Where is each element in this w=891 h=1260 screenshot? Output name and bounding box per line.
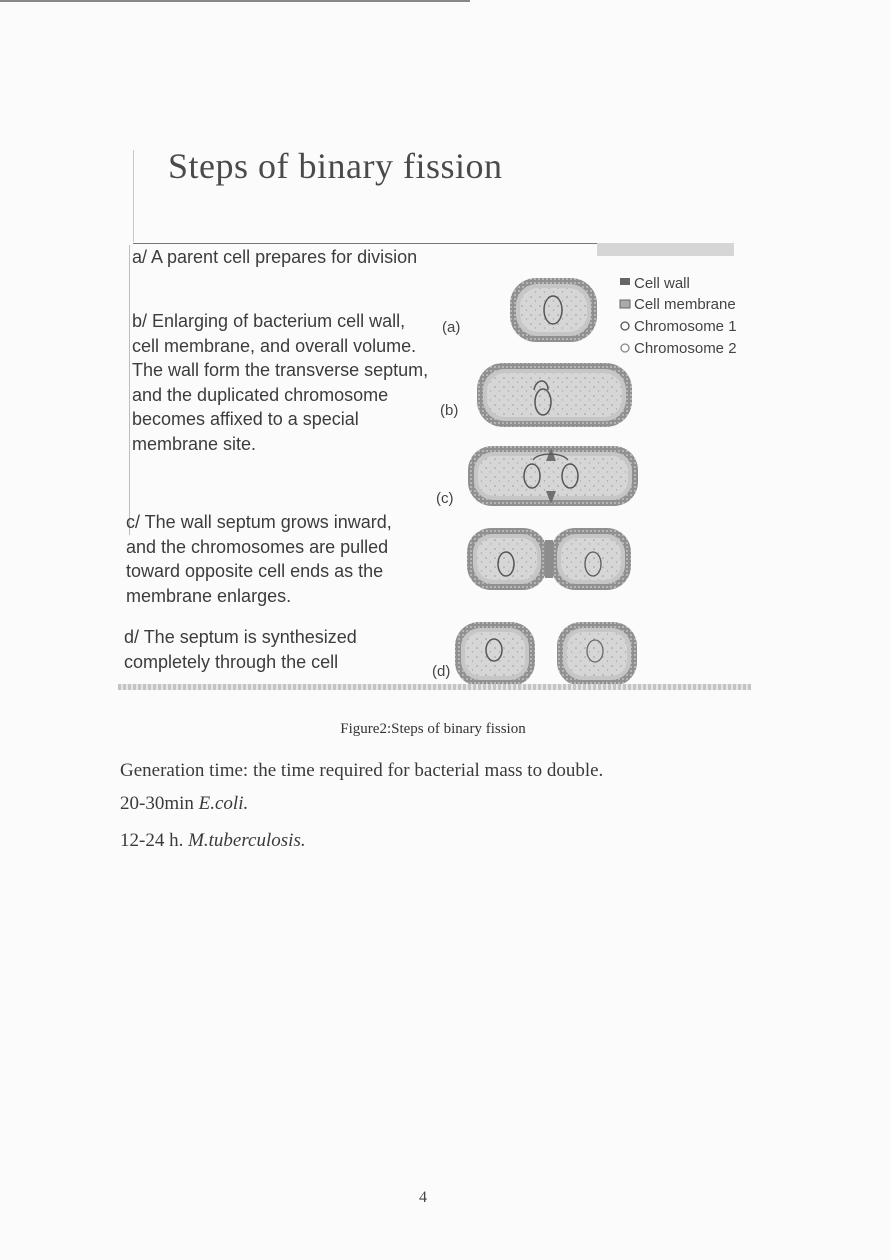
cell-membrane-swatch-icon xyxy=(620,300,630,308)
stage-b-cell xyxy=(477,363,632,427)
chromosome-2-icon xyxy=(621,344,629,352)
cell-wall-swatch-icon xyxy=(620,278,630,285)
tb-time: 12-24 h. xyxy=(120,830,184,851)
ecoli-time: 20-30min xyxy=(120,793,194,814)
top-edge-rule xyxy=(0,0,470,2)
generation-time-line: Generation time: the time required for bacterial mass to double. xyxy=(120,760,604,781)
ecoli-line xyxy=(120,793,248,815)
stage-label-c: (c) xyxy=(436,490,454,507)
ecoli-name: E.coli. xyxy=(198,793,249,814)
legend-chromosome-2: Chromosome 2 xyxy=(634,340,737,357)
slide-header-bar xyxy=(597,243,734,256)
stage-c-cell xyxy=(468,446,638,506)
slide-title: Steps of binary fission xyxy=(168,146,503,186)
legend-cell-wall: Cell wall xyxy=(634,275,690,292)
stage-label-d: (d) xyxy=(432,663,451,680)
chromosome-1-icon xyxy=(621,322,629,330)
legend-cell-membrane: Cell membrane xyxy=(634,296,736,313)
stage-d-cells xyxy=(455,622,637,686)
step-c-text: c/ The wall septum grows inward, and the chromosomes are pulled toward opposite cell ends as the membrane enlarges. xyxy=(126,512,392,606)
binary-fission-diagram xyxy=(430,258,770,688)
panel-bottom-rule xyxy=(118,684,751,690)
slide-left-rule xyxy=(133,150,134,242)
stage-c-late-cell xyxy=(467,528,631,590)
page-number: 4 xyxy=(419,1189,427,1206)
step-a-text: a/ A parent cell prepares for division xyxy=(132,247,418,267)
legend-chromosome-1: Chromosome 1 xyxy=(634,318,737,335)
tuberculosis-line xyxy=(120,830,306,852)
step-b-text: b/ Enlarging of bacterium cell wall, cell membrane, and overall volume. The wall form the transverse septum, and the duplicated chromosome becomes affixed to a special membrane site. xyxy=(132,311,429,454)
step-d-text: d/ The septum is synthesized completely through the cell xyxy=(124,627,357,672)
tb-name: M.tuberculosis. xyxy=(188,830,306,851)
stage-a-cell xyxy=(510,278,597,342)
stage-label-a: (a) xyxy=(442,319,461,336)
diagram-legend xyxy=(620,275,737,357)
stage-label-b: (b) xyxy=(440,402,459,419)
steps-left-rule xyxy=(129,245,130,535)
figure-caption: Figure2:Steps of binary fission xyxy=(340,721,526,737)
